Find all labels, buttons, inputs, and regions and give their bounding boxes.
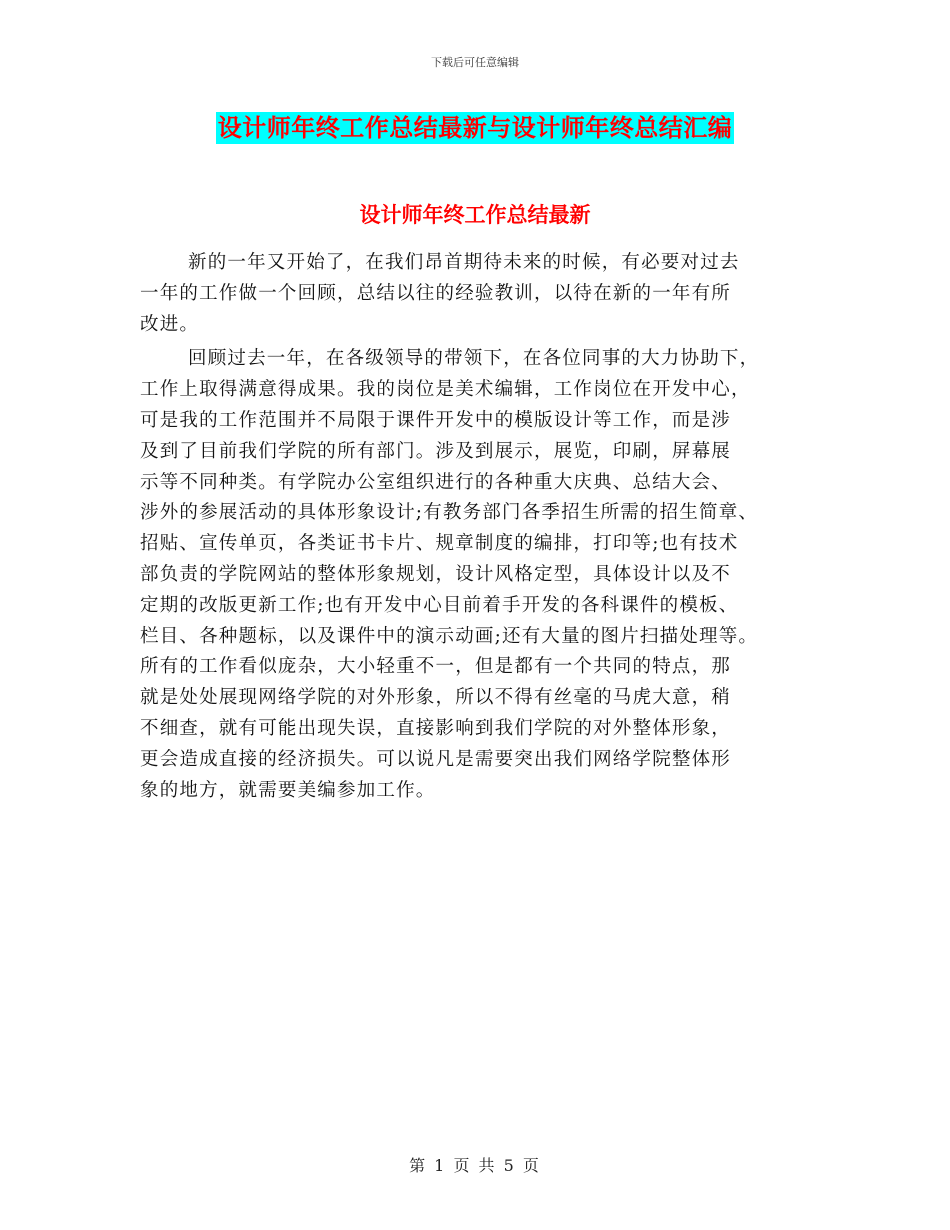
text-line: 改进。 [140,313,200,335]
text-line: 部负责的学院网站的整体形象规划，设计风格定型，具体设计以及不 [140,563,732,585]
body-text [140,248,820,810]
text-line: 象的地方，就需要美编参加工作。 [140,779,436,801]
document-title: 设计师年终工作总结最新与设计师年终总结汇编 [217,114,733,142]
text-line: 就是处处展现网络学院的对外形象，所以不得有丝毫的马虎大意，稍 [140,687,732,709]
text-line: 一年的工作做一个回顾，总结以往的经验教训，以待在新的一年有所 [140,282,732,304]
text-line: 涉外的参展活动的具体形象设计;有教务部门各季招生所需的招生简章、 [140,502,759,524]
document-title-container [0,112,950,144]
header-note: 下载后可任意编辑 [431,56,519,69]
text-line: 及到了目前我们学院的所有部门。涉及到展示，展览，印刷，屏幕展 [140,440,732,462]
text-line: 栏目、各种题标，以及课件中的演示动画;还有大量的图片扫描处理等。 [140,625,759,647]
text-line: 定期的改版更新工作;也有开发中心目前着手开发的各科课件的模板、 [140,594,739,616]
paragraph [140,248,820,340]
text-line: 可是我的工作范围并不局限于课件开发中的模版设计等工作，而是涉 [140,409,732,431]
paragraph [140,344,820,806]
text-line: 招贴、宣传单页，各类证书卡片、规章制度的编排，打印等;也有技术 [140,533,739,555]
text-line: 回顾过去一年，在各级领导的带领下，在各位同事的大力协助下， [188,348,760,370]
text-line: 工作上取得满意得成果。我的岗位是美术编辑，工作岗位在开发中心， [140,379,751,401]
text-line: 新的一年又开始了，在我们昂首期待未来的时候，有必要对过去 [188,252,740,273]
text-line: 不细查，就有可能出现失误，直接影响到我们学院的对外整体形象， [140,717,732,739]
page-footer: 第 1 页 共 5 页 [409,1156,541,1175]
section-title: 设计师年终工作总结最新 [359,203,591,227]
text-line: 更会造成直接的经济损失。可以说凡是需要突出我们网络学院整体形 [140,748,732,770]
text-line: 所有的工作看似庞杂，大小轻重不一，但是都有一个共同的特点，那 [140,656,732,678]
text-line: 示等不同种类。有学院办公室组织进行的各种重大庆典、总结大会、 [140,471,732,493]
